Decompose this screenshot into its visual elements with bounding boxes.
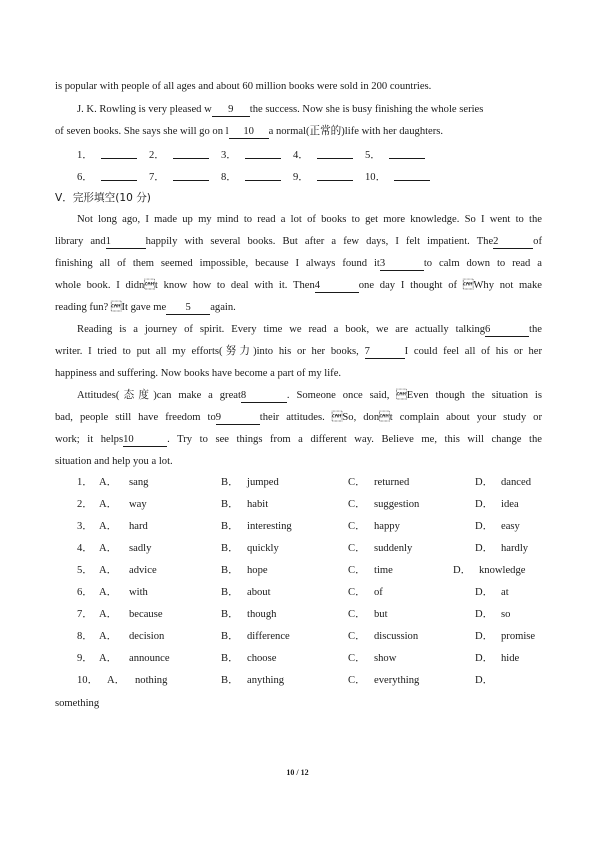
option-b[interactable]: habit [247, 499, 269, 510]
option-letter: B． [221, 653, 239, 664]
text-segment: the success. Now she is busy finishing the whole series [249, 104, 484, 115]
option-number: 9． [77, 653, 93, 664]
option-letter: A． [99, 565, 118, 576]
option-letter: B． [221, 543, 239, 554]
option-d[interactable]: knowledge [479, 565, 526, 576]
option-letter: B． [221, 499, 239, 510]
option-letter: D． [475, 521, 494, 532]
answer-blank[interactable]: 9 [216, 412, 260, 425]
answer-slot[interactable]: 1． [77, 148, 137, 163]
option-d[interactable]: at [501, 587, 509, 598]
option-number: 10． [77, 675, 99, 686]
option-letter: D． [475, 587, 494, 598]
option-letter: C． [348, 675, 366, 686]
option-letter: B． [221, 587, 239, 598]
answer-blank[interactable]: 8 [241, 390, 287, 403]
option-letter: B． [221, 565, 239, 576]
passage-line: Not long ago, I made up my mind to read a lot of books to get more knowledge. So I went to the [77, 214, 542, 225]
option-a[interactable]: with [129, 587, 148, 598]
answer-blank[interactable]: 4 [315, 280, 359, 293]
option-b[interactable]: hope [247, 565, 268, 576]
option-a[interactable]: sang [129, 477, 149, 488]
answer-blank[interactable]: 2 [493, 236, 533, 249]
option-number: 8． [77, 631, 93, 642]
option-letter: B． [221, 477, 239, 488]
option-number: 4． [77, 543, 93, 554]
answer-slot[interactable]: 3． [221, 148, 281, 163]
option-letter: A． [107, 675, 126, 686]
answer-blank[interactable]: 9 [212, 104, 250, 117]
option-letter: C． [348, 543, 366, 554]
answer-slot[interactable]: 2． [149, 148, 209, 163]
option-a[interactable]: advice [129, 565, 157, 576]
option-b[interactable]: choose [247, 653, 277, 664]
answer-blank[interactable]: 7 [365, 346, 405, 359]
option-c[interactable]: suddenly [374, 543, 413, 554]
answer-blank[interactable]: 3 [380, 258, 424, 271]
passage-line: Reading is a journey of spirit. Every time we read a book, we are actually talking6 the [77, 324, 542, 335]
option-wrap-text: something [55, 698, 100, 709]
option-a[interactable]: way [129, 499, 147, 510]
answer-slot[interactable]: 10． [365, 170, 430, 185]
option-c[interactable]: returned [374, 477, 410, 488]
passage-line: bad, people still have freedom to9 their attitudes. So, dont complain about your study or [55, 412, 542, 423]
passage-line: library and1 happily with several books. But after a few days, I felt impatient. The2 of [55, 236, 542, 247]
option-a[interactable]: nothing [135, 675, 168, 686]
option-number: 5． [77, 565, 93, 576]
option-number: 6． [77, 587, 93, 598]
option-c[interactable]: everything [374, 675, 420, 686]
option-letter: B． [221, 631, 239, 642]
option-b[interactable]: difference [247, 631, 290, 642]
passage-line: writer. I tried to put all my efforts(努力)into his or her books, 7 I could feel all of his or her [55, 346, 542, 357]
answer-slot[interactable]: 8． [221, 170, 281, 185]
answer-slot[interactable]: 5． [365, 148, 425, 163]
option-letter: D． [475, 477, 494, 488]
option-a[interactable]: decision [129, 631, 165, 642]
option-number: 7． [77, 609, 93, 620]
answer-blank[interactable]: 10 [123, 434, 167, 447]
option-b[interactable]: anything [247, 675, 285, 686]
option-letter: D． [475, 675, 494, 686]
option-letter: B． [221, 521, 239, 532]
text-segment: of seven books. She says she will go on l [55, 126, 229, 137]
option-letter: A． [99, 499, 118, 510]
option-d[interactable]: danced [501, 477, 531, 488]
page-number: 10 / 12 [286, 768, 309, 777]
option-d[interactable]: promise [501, 631, 536, 642]
option-a[interactable]: announce [129, 653, 170, 664]
option-b[interactable]: jumped [247, 477, 279, 488]
option-c[interactable]: discussion [374, 631, 419, 642]
passage-line: Attitudes(态度)can make a great8 . Someone once said, Even though the situation is [77, 390, 543, 401]
option-letter: C． [348, 499, 366, 510]
option-letter: A． [99, 587, 118, 598]
passage-line: work; it helps10 . Try to see things from a different way. Believe me, this will change the [55, 434, 542, 445]
option-c[interactable]: but [374, 609, 388, 620]
answer-blank[interactable]: 5 [166, 302, 210, 315]
text-segment: J. K. Rowling is very pleased w [77, 104, 212, 115]
option-d[interactable]: so [501, 609, 511, 620]
option-letter: C． [348, 653, 366, 664]
option-letter: B． [221, 675, 239, 686]
option-letter: C． [348, 565, 366, 576]
option-a[interactable]: hard [129, 521, 148, 532]
option-letter: C． [348, 521, 366, 532]
option-d[interactable]: hardly [501, 543, 529, 554]
option-letter: A． [99, 521, 118, 532]
answer-slot[interactable]: 4． [293, 148, 353, 163]
option-number: 2． [77, 499, 93, 510]
option-letter: D． [453, 565, 472, 576]
option-letter: A． [99, 477, 118, 488]
option-letter: C． [348, 477, 366, 488]
option-a[interactable]: sadly [129, 543, 152, 554]
option-d[interactable]: easy [501, 521, 520, 532]
passage-line: situation and help you a lot. [55, 456, 173, 467]
passage-line: finishing all of them seemed impossible, because I always found it3 to calm down to read a [55, 258, 542, 269]
option-b[interactable]: quickly [247, 543, 279, 554]
option-letter: A． [99, 543, 118, 554]
option-letter: D． [475, 631, 494, 642]
option-c[interactable]: suggestion [374, 499, 420, 510]
passage-line: reading fun? It gave me 5 again. [55, 302, 236, 313]
option-d[interactable]: hide [501, 653, 520, 664]
passage-line [77, 103, 542, 117]
answer-blank[interactable]: 10 [229, 126, 269, 139]
answer-blank[interactable]: 6 [485, 324, 529, 337]
option-c[interactable]: happy [374, 521, 400, 532]
option-c[interactable]: show [374, 653, 397, 664]
option-letter: D． [475, 543, 494, 554]
option-number: 1． [77, 477, 93, 488]
answer-slot[interactable]: 9． [293, 170, 353, 185]
passage-line: whole book. I didnt know how to deal with it. Then4 one day I thought of Why not make [55, 280, 542, 291]
option-a[interactable]: because [129, 609, 163, 620]
option-b[interactable]: interesting [247, 521, 292, 532]
option-letter: A． [99, 609, 118, 620]
option-b[interactable]: though [247, 609, 277, 620]
answer-blank[interactable]: 1 [106, 236, 146, 249]
passage-line [55, 125, 542, 139]
option-letter: C． [348, 587, 366, 598]
option-letter: C． [348, 631, 366, 642]
option-letter: C． [348, 609, 366, 620]
section-heading: V．完形填空(10 分) [55, 192, 151, 204]
option-c[interactable]: time [374, 565, 393, 576]
option-c[interactable]: of [374, 587, 383, 598]
option-d[interactable]: idea [501, 499, 519, 510]
option-letter: A． [99, 653, 118, 664]
option-letter: D． [475, 499, 494, 510]
option-letter: D． [475, 653, 494, 664]
option-letter: D． [475, 609, 494, 620]
answer-slot[interactable]: 6． [77, 170, 137, 185]
text-segment: a normal(正常的)life with her daughters. [268, 126, 444, 137]
answer-slot[interactable]: 7． [149, 170, 209, 185]
passage-line: happiness and suffering. Now books have become a part of my life. [55, 368, 342, 379]
option-b[interactable]: about [247, 587, 271, 598]
option-number: 3． [77, 521, 93, 532]
option-letter: A． [99, 631, 118, 642]
passage-line: is popular with people of all ages and about 60 million books were sold in 200 countries. [55, 81, 432, 92]
option-letter: B． [221, 609, 239, 620]
